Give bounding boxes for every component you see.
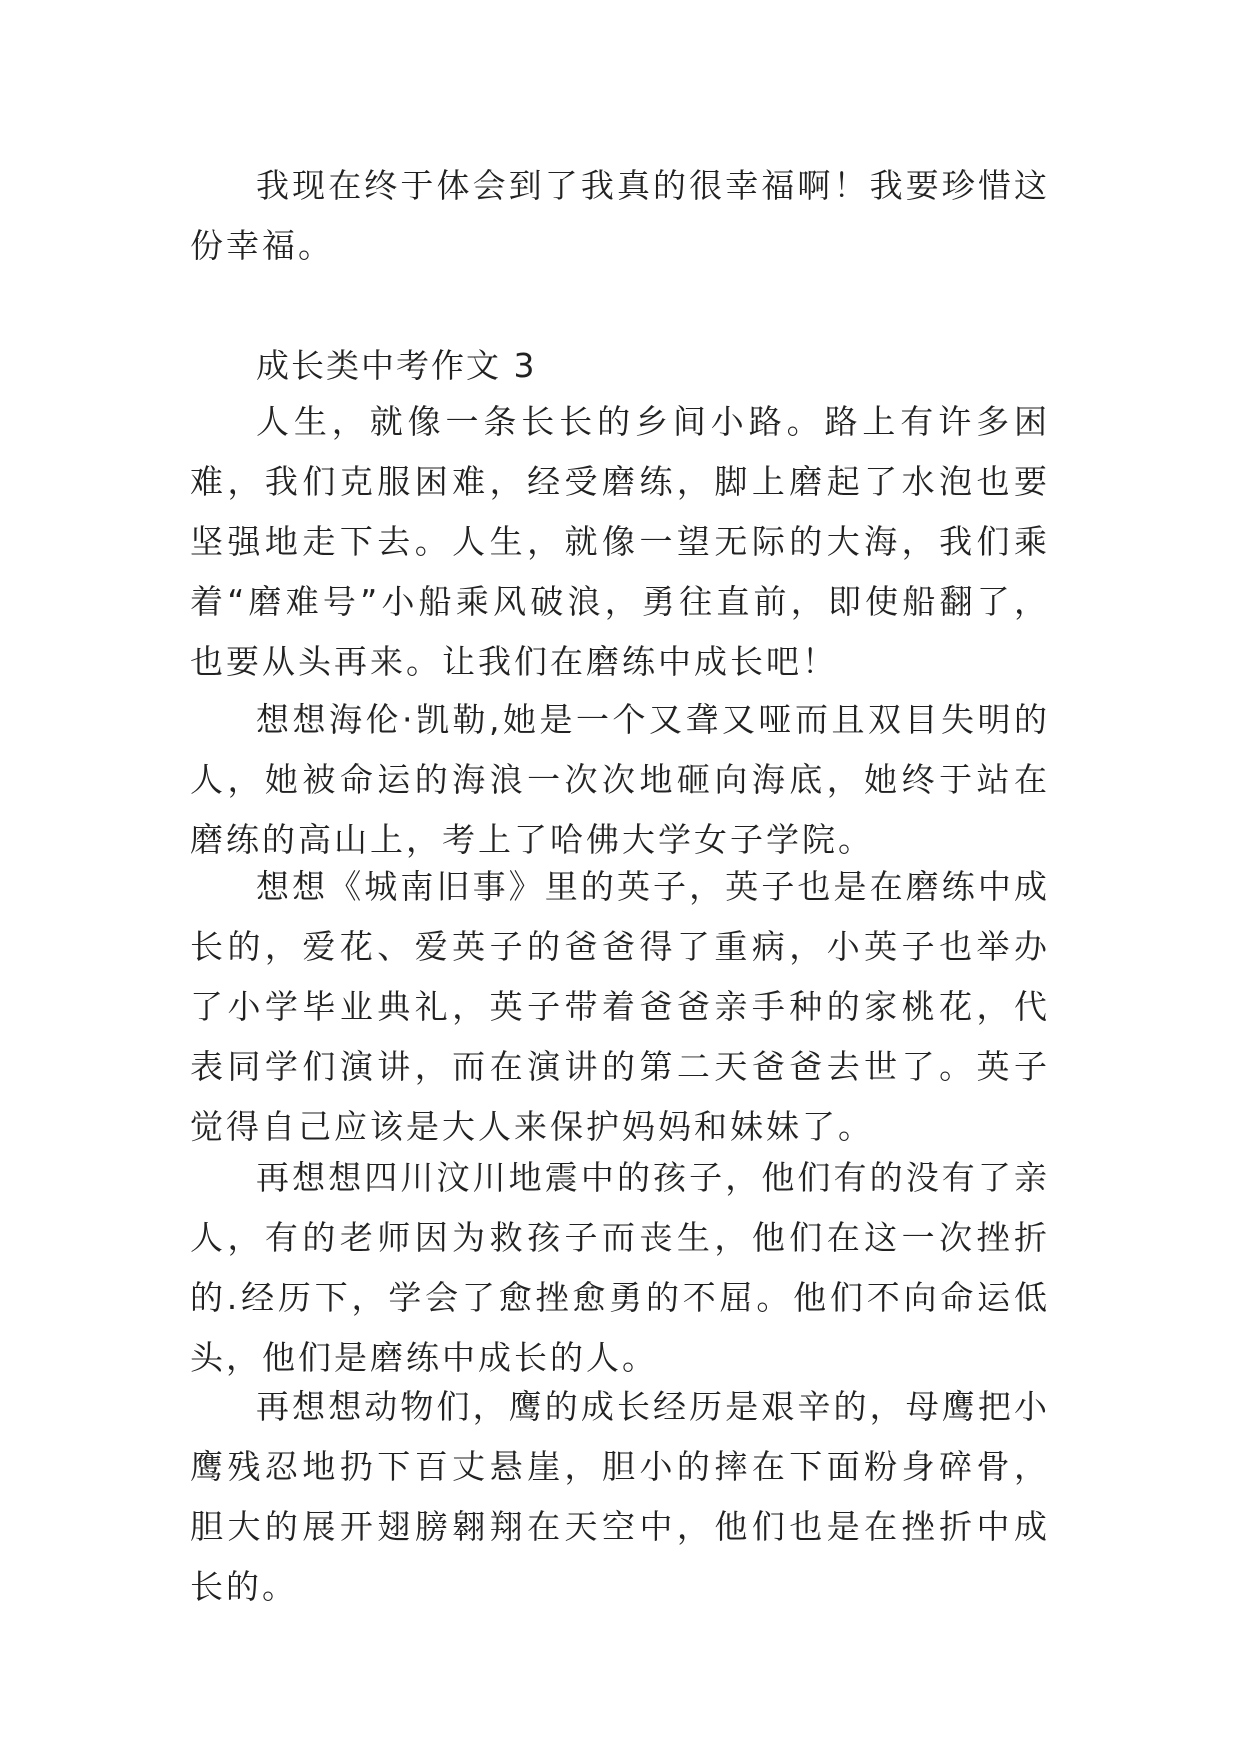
paragraph: 想想《城南旧事》里的英子，英子也是在磨练中成长的，爱花、爱英子的爸爸得了重病，小英子也举办了小学毕业典礼，英子带着爸爸亲手种的家桃花，代表同学们演讲，而在演讲的第二天爸爸去世了。英子觉得自己应该是大人来保护妈妈和妹妹了。 [190,867,1050,1146]
essay-title: 成长类中考作文 3 [256,346,537,385]
paragraph: 再想想四川汶川地震中的孩子，他们有的没有了亲人，有的老师因为救孩子而丧生，他们在这一次挫折的.经历下，学会了愈挫愈勇的不屈。他们不向命运低头，他们是磨练中成长的人。 [190,1158,1050,1377]
paragraph: 想想海伦·凯勒,她是一个又聋又哑而且双目失明的人，她被命运的海浪一次次地砸向海底，她终于站在磨练的高山上，考上了哈佛大学女子学院。 [190,700,1050,859]
paragraph-closing: 我现在终于体会到了我真的很幸福啊！我要珍惜这份幸福。 [190,166,1050,265]
paragraph: 人生，就像一条长长的乡间小路。路上有许多困难，我们克服困难，经受磨练，脚上磨起了水泡也要坚强地走下去。人生，就像一望无际的大海，我们乘着“磨难号”小船乘风破浪，勇往直前，即使船翻了，也要从头再来。让我们在磨练中成长吧！ [190,402,1050,681]
paragraph: 再想想动物们，鹰的成长经历是艰辛的，母鹰把小鹰残忍地扔下百丈悬崖，胆小的摔在下面粉身碎骨，胆大的展开翅膀翱翔在天空中，他们也是在挫折中成长的。 [190,1387,1050,1606]
